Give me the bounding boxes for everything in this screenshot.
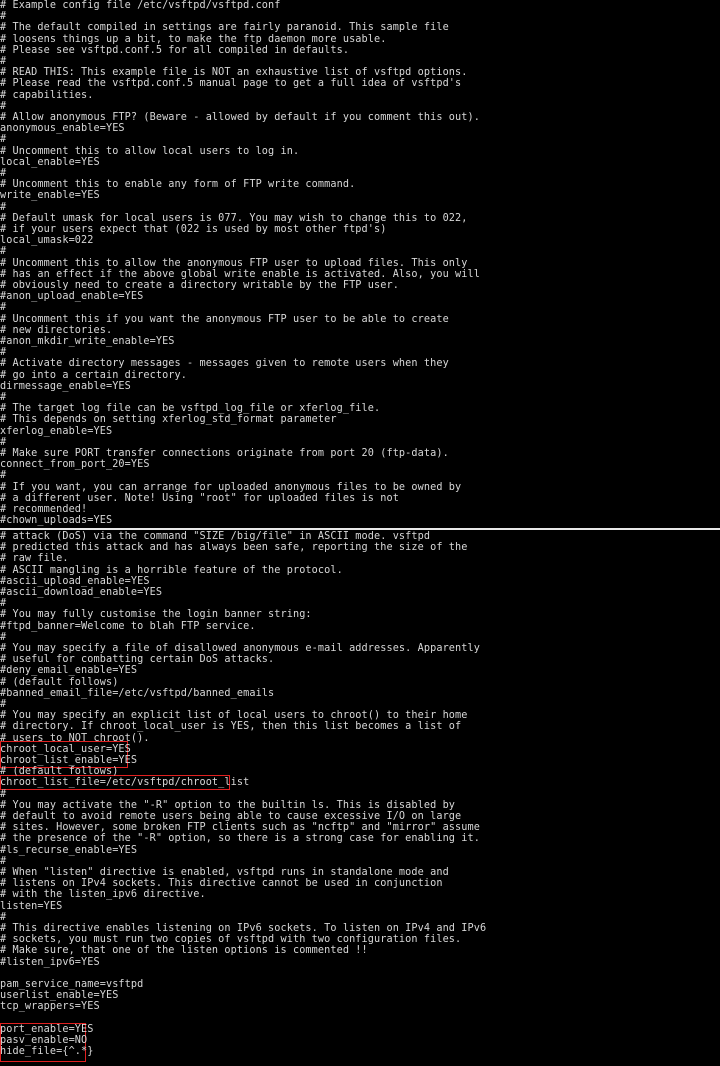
config-line: # useful for combatting certain DoS attacks. bbox=[0, 654, 275, 666]
config-line: # ASCII mangling is a horrible feature of the protocol. bbox=[0, 564, 343, 576]
config-line: # You may fully customise the login banner string: bbox=[0, 609, 312, 621]
config-line: # new directories. bbox=[0, 324, 113, 336]
config-line: #ascii_upload_enable=YES bbox=[0, 575, 150, 587]
config-line: # Make sure, that one of the listen options is commented !! bbox=[0, 945, 368, 957]
config-line: # capabilities. bbox=[0, 89, 94, 101]
config-line: write_enable=YES bbox=[0, 190, 100, 202]
config-line: chroot_list_file=/etc/vsftpd/chroot_list bbox=[0, 777, 250, 789]
config-line: # bbox=[0, 347, 7, 359]
config-line: # Uncomment this to allow the anonymous FTP user to upload files. This only bbox=[0, 257, 468, 269]
config-line: # bbox=[0, 201, 7, 213]
config-line: # directory. If chroot_local_user is YES, then this list becomes a list of bbox=[0, 721, 462, 733]
config-line: dirmessage_enable=YES bbox=[0, 380, 131, 392]
config-line: local_enable=YES bbox=[0, 156, 100, 168]
config-line: # READ THIS: This example file is NOT an exhaustive list of vsftpd options. bbox=[0, 67, 468, 79]
config-line: # if your users expect that (022 is used by most other ftpd's) bbox=[0, 224, 387, 235]
config-line: # bbox=[0, 56, 7, 67]
config-line: # bbox=[0, 100, 7, 112]
config-line: userlist_enable=YES bbox=[0, 990, 119, 1002]
config-line: # You may specify an explicit list of local users to chroot() to their home bbox=[0, 710, 468, 722]
terminal-panel-bottom bbox=[0, 531, 720, 1066]
config-line: # (default follows) bbox=[0, 766, 119, 778]
config-line: connect_from_port_20=YES bbox=[0, 459, 150, 471]
config-line: # bbox=[0, 246, 7, 258]
config-line: # (default follows) bbox=[0, 676, 119, 688]
config-line: pam_service_name=vsftpd bbox=[0, 979, 144, 990]
config-line: # Default umask for local users is 077. You may wish to change this to 022, bbox=[0, 212, 468, 224]
config-line: # Uncomment this to enable any form of FTP write command. bbox=[0, 179, 356, 191]
config-line: # bbox=[0, 788, 7, 800]
config-line: port_enable=YES bbox=[0, 1023, 94, 1035]
config-line: xferlog_enable=YES bbox=[0, 425, 113, 437]
config-line: # bbox=[0, 392, 7, 403]
config-line: #chown_uploads=YES bbox=[0, 515, 113, 527]
config-line: # the presence of the "-R" option, so there is a strong case for enabling it. bbox=[0, 833, 480, 845]
config-line: # sites. However, some broken FTP clients such as "ncftp" and "mirror" assume bbox=[0, 822, 480, 834]
config-line: # bbox=[0, 699, 7, 710]
config-line: # default to avoid remote users being able to cause excessive I/O on large bbox=[0, 811, 462, 822]
config-line: # Uncomment this to allow local users to log in. bbox=[0, 145, 300, 157]
config-line: anonymous_enable=YES bbox=[0, 123, 125, 135]
config-line: # has an effect if the above global write enable is activated. Also, you will bbox=[0, 268, 480, 280]
config-line: # You may activate the "-R" option to the builtin ls. This is disabled by bbox=[0, 799, 456, 811]
terminal-panel-top bbox=[0, 0, 720, 527]
config-line: # If you want, you can arrange for uploaded anonymous files to be owned by bbox=[0, 481, 462, 493]
config-line: # This depends on setting xferlog_std_format parameter bbox=[0, 414, 337, 426]
config-line: # bbox=[0, 911, 7, 923]
config-line: # recommended! bbox=[0, 504, 88, 515]
config-line: # This directive enables listening on IPv6 sockets. To listen on IPv4 and IPv6 bbox=[0, 923, 487, 934]
config-line: #ascii_download_enable=YES bbox=[0, 587, 163, 598]
config-line: # Please see vsftpd.conf.5 for all compiled in defaults. bbox=[0, 44, 350, 56]
config-line: # obviously need to create a directory writable by the FTP user. bbox=[0, 280, 399, 291]
config-line: #anon_upload_enable=YES bbox=[0, 291, 144, 303]
config-line: # bbox=[0, 470, 7, 482]
config-line: #deny_email_enable=YES bbox=[0, 665, 138, 677]
config-line: # The default compiled in settings are fairly paranoid. This sample file bbox=[0, 22, 449, 34]
config-line: # bbox=[0, 855, 7, 867]
config-line: pasv_enable=NO bbox=[0, 1035, 88, 1046]
config-line: listen=YES bbox=[0, 900, 63, 912]
config-line: # Example config file /etc/vsftpd/vsftpd.conf bbox=[0, 0, 281, 11]
config-line: #listen_ipv6=YES bbox=[0, 956, 100, 968]
config-line: # predicted this attack and has always been safe, reporting the size of the bbox=[0, 542, 468, 554]
config-line: #banned_email_file=/etc/vsftpd/banned_emails bbox=[0, 687, 275, 699]
config-line: # bbox=[0, 168, 7, 179]
config-line: hide_file={^.*} bbox=[0, 1046, 94, 1058]
config-line: tcp_wrappers=YES bbox=[0, 1001, 100, 1013]
config-line: # bbox=[0, 598, 7, 610]
config-line: local_umask=022 bbox=[0, 235, 94, 247]
config-line: # go into a certain directory. bbox=[0, 369, 188, 381]
config-line: # bbox=[0, 436, 7, 448]
config-line: # users to NOT chroot(). bbox=[0, 732, 150, 744]
config-line: # You may specify a file of disallowed anonymous e-mail addresses. Apparently bbox=[0, 643, 480, 654]
config-line: # Activate directory messages - messages given to remote users when they bbox=[0, 358, 449, 370]
config-line: chroot_list_enable=YES bbox=[0, 755, 138, 766]
config-line: #anon_mkdir_write_enable=YES bbox=[0, 336, 175, 347]
config-line: # loosens things up a bit, to make the ftp daemon more usable. bbox=[0, 33, 387, 45]
config-line: # attack (DoS) via the command "SIZE /big/file" in ASCII mode. vsftpd bbox=[0, 531, 431, 542]
config-line: # a different user. Note! Using "root" for uploaded files is not bbox=[0, 492, 399, 504]
config-line: #ftpd_banner=Welcome to blah FTP service. bbox=[0, 620, 256, 632]
config-line: # Allow anonymous FTP? (Beware - allowed by default if you comment this out). bbox=[0, 112, 480, 123]
config-line: # listens on IPv4 sockets. This directive cannot be used in conjunction bbox=[0, 878, 443, 890]
config-line: # Uncomment this if you want the anonymous FTP user to be able to create bbox=[0, 313, 449, 325]
config-line: # with the listen_ipv6 directive. bbox=[0, 889, 206, 901]
config-line: chroot_local_user=YES bbox=[0, 743, 131, 755]
config-line: # bbox=[0, 302, 7, 314]
config-line: # sockets, you must run two copies of vsftpd with two configuration files. bbox=[0, 934, 462, 946]
config-line: # The target log file can be vsftpd_log_file or xferlog_file. bbox=[0, 403, 381, 415]
config-line: # bbox=[0, 631, 7, 643]
config-line: # raw file. bbox=[0, 553, 69, 565]
config-line: # Please read the vsftpd.conf.5 manual page to get a full idea of vsftpd's bbox=[0, 78, 462, 90]
config-line: # Make sure PORT transfer connections originate from port 20 (ftp-data). bbox=[0, 448, 449, 459]
config-line: #ls_recurse_enable=YES bbox=[0, 844, 138, 856]
config-line: # When "listen" directive is enabled, vsftpd runs in standalone mode and bbox=[0, 867, 449, 878]
config-line: # bbox=[0, 11, 7, 23]
config-line: # bbox=[0, 134, 7, 146]
panel-divider bbox=[0, 528, 720, 530]
